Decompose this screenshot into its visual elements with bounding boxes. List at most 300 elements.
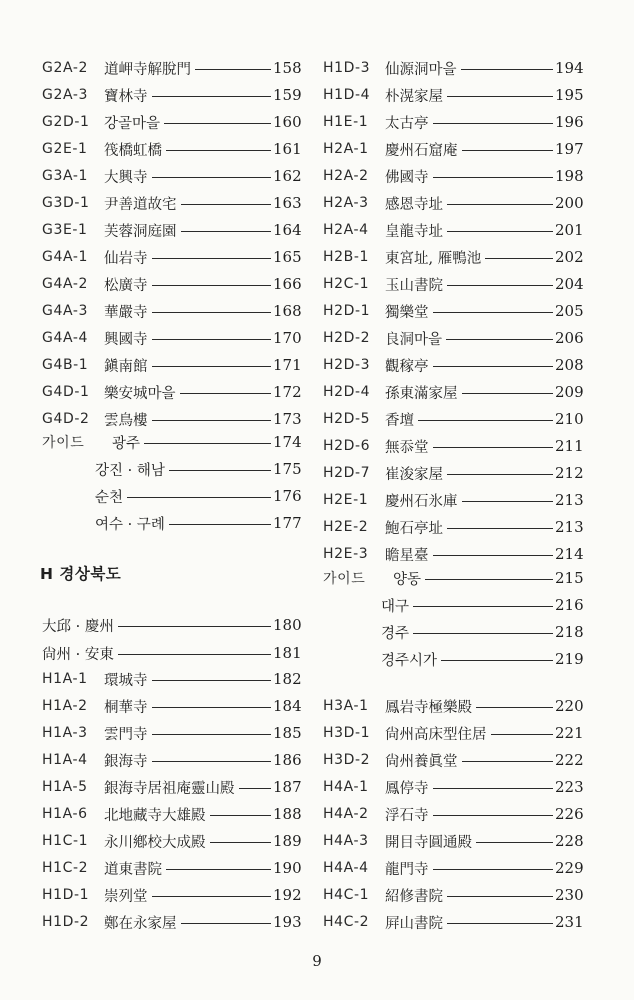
toc-entry (323, 298, 583, 324)
entry-page: 213 (555, 491, 584, 509)
toc-entry (42, 136, 301, 162)
entry-title: 道岬寺解脫門 (104, 61, 191, 78)
dot-leader (485, 258, 553, 259)
entry-page: 211 (555, 437, 584, 455)
page-number: 9 (312, 952, 322, 970)
toc-entry (323, 190, 583, 216)
toc-entry (42, 774, 301, 800)
entry-title: 양동 (393, 571, 422, 588)
dot-leader (433, 788, 554, 789)
toc-entry (42, 379, 301, 405)
entry-code: H2A-1 (323, 141, 369, 157)
entry-page: 226 (555, 805, 584, 823)
entry-title: 尹善道故宅 (104, 196, 177, 213)
dot-leader (210, 815, 272, 816)
entry-code: H4A-3 (323, 833, 369, 849)
entry-page: 213 (555, 518, 584, 536)
toc-entry (323, 460, 583, 486)
entry-page: 230 (555, 886, 584, 904)
dot-leader (433, 312, 554, 313)
entry-title: 慶州石氷庫 (385, 493, 458, 510)
entry-code: H3D-1 (323, 725, 371, 741)
toc-entry (42, 271, 301, 297)
entry-title: 皇龍寺址 (385, 223, 443, 240)
entry-code: H2A-4 (323, 222, 369, 238)
entry-code: H1D-3 (323, 60, 371, 76)
entry-title: 玉山書院 (385, 277, 443, 294)
entry-page: 229 (555, 859, 584, 877)
entry-page: 182 (273, 670, 302, 688)
entry-code: H2E-2 (323, 519, 369, 535)
toc-entry (42, 693, 301, 719)
dot-leader (166, 150, 271, 151)
entry-page: 200 (555, 194, 584, 212)
dot-leader (152, 707, 272, 708)
toc-entry (42, 855, 301, 881)
dot-leader (447, 96, 553, 97)
dot-leader (441, 660, 553, 661)
entry-title: 순천 (95, 489, 124, 506)
entry-page: 158 (273, 59, 302, 77)
entry-page: 205 (555, 302, 584, 320)
entry-title: 雲鳥樓 (104, 412, 148, 429)
dot-leader (181, 231, 272, 232)
entry-title: 感恩寺址 (385, 196, 443, 213)
dot-leader (180, 393, 271, 394)
entry-title: 筏橋虹橋 (104, 142, 162, 159)
entry-page: 223 (555, 778, 584, 796)
entry-page: 209 (555, 383, 584, 401)
entry-title: 광주 (112, 435, 141, 452)
entry-code: G4A-4 (42, 330, 88, 346)
entry-code: H3A-1 (323, 698, 369, 714)
dot-leader (164, 123, 271, 124)
entry-page: 180 (273, 616, 302, 634)
entry-code: H1D-4 (323, 87, 371, 103)
entry-title: 강진 · 해남 (95, 462, 165, 479)
toc-entry (42, 747, 301, 773)
toc-entry (42, 217, 301, 243)
toc-entry (323, 163, 583, 189)
dot-leader (144, 443, 271, 444)
entry-title: 華嚴寺 (104, 304, 148, 321)
entry-code: H1A-5 (42, 779, 88, 795)
entry-page: 181 (273, 644, 302, 662)
entry-code: 가이드 (323, 571, 366, 587)
entry-code: 가이드 (42, 435, 85, 451)
toc-entry (323, 109, 583, 135)
entry-code: H2D-3 (323, 357, 371, 373)
entry-page: 214 (555, 545, 584, 563)
toc-entry (42, 612, 301, 638)
entry-title: 龍門寺 (385, 861, 429, 878)
entry-page: 187 (273, 778, 302, 796)
toc-entry (323, 271, 583, 297)
toc-entry (323, 693, 583, 719)
entry-page: 231 (555, 913, 584, 931)
entry-code: H2A-2 (323, 168, 369, 184)
entry-title: 香壇 (385, 412, 414, 429)
entry-page: 173 (273, 410, 302, 428)
entry-code: H2D-4 (323, 384, 371, 400)
toc-entry (42, 429, 301, 455)
entry-page: 212 (555, 464, 584, 482)
dot-leader (461, 69, 553, 70)
dot-leader (447, 923, 553, 924)
entry-code: H2D-2 (323, 330, 371, 346)
entry-page: 166 (273, 275, 302, 293)
toc-entry (42, 640, 301, 666)
dot-leader (169, 470, 271, 471)
dot-leader (433, 447, 554, 448)
entry-code: H2D-7 (323, 465, 371, 481)
entry-code: H1A-2 (42, 698, 88, 714)
dot-leader (433, 123, 554, 124)
dot-leader (447, 896, 553, 897)
entry-page: 221 (555, 724, 584, 742)
entry-page: 186 (273, 751, 302, 769)
entry-title: 銀海寺 (104, 753, 148, 770)
entry-title: 銀海寺居祖庵靈山殿 (104, 780, 235, 797)
dot-leader (118, 654, 271, 655)
entry-code: H1A-1 (42, 671, 88, 687)
dot-leader (413, 633, 553, 634)
entry-page: 162 (273, 167, 302, 185)
entry-code: G4A-3 (42, 303, 88, 319)
entry-code: H3D-2 (323, 752, 371, 768)
entry-code: H2B-1 (323, 249, 369, 265)
toc-entry (42, 909, 301, 935)
entry-title: 東宮址, 雁鴨池 (385, 250, 482, 267)
entry-code: H4A-4 (323, 860, 369, 876)
entry-code: H2C-1 (323, 276, 370, 292)
entry-page: 185 (273, 724, 302, 742)
entry-page: 164 (273, 221, 302, 239)
dot-leader (152, 680, 272, 681)
entry-page: 193 (273, 913, 302, 931)
entry-page: 171 (273, 356, 302, 374)
entry-page: 172 (273, 383, 302, 401)
entry-code: G2A-3 (42, 87, 88, 103)
entry-page: 161 (273, 140, 302, 158)
entry-title: 여수 · 구례 (95, 516, 165, 533)
dot-leader (433, 869, 554, 870)
entry-code: G2A-2 (42, 60, 88, 76)
toc-entry (42, 456, 301, 482)
entry-title: 屛山書院 (385, 915, 443, 932)
dot-leader (152, 96, 272, 97)
toc-entry (323, 244, 583, 270)
entry-page: 188 (273, 805, 302, 823)
toc-entry (42, 82, 301, 108)
entry-page: 190 (273, 859, 302, 877)
toc-entry (323, 82, 583, 108)
toc-entry (42, 244, 301, 270)
entry-title: 鄭在永家屋 (104, 915, 177, 932)
dot-leader (433, 555, 554, 556)
entry-title: 道東書院 (104, 861, 162, 878)
entry-title: 朴滉家屋 (385, 88, 443, 105)
entry-title: 無忝堂 (385, 439, 429, 456)
dot-leader (462, 393, 554, 394)
dot-leader (152, 420, 272, 421)
toc-entry (323, 909, 583, 935)
toc-entry (323, 592, 583, 618)
entry-code: H2D-1 (323, 303, 371, 319)
dot-leader (476, 707, 553, 708)
dot-leader (152, 258, 272, 259)
entry-title: 寶林寺 (104, 88, 148, 105)
toc-entry (323, 136, 583, 162)
entry-title: 鮑石亭址 (385, 520, 443, 537)
toc-entry (42, 510, 301, 536)
dot-leader (476, 842, 553, 843)
entry-page: 194 (555, 59, 584, 77)
entry-title: 興國寺 (104, 331, 148, 348)
entry-code: H4C-1 (323, 887, 370, 903)
entry-title: 鳳停寺 (385, 780, 429, 797)
entry-page: 160 (273, 113, 302, 131)
entry-page: 170 (273, 329, 302, 347)
entry-page: 168 (273, 302, 302, 320)
entry-page: 197 (555, 140, 584, 158)
dot-leader (152, 896, 272, 897)
entry-title: 桐華寺 (104, 699, 148, 716)
dot-leader (152, 734, 272, 735)
entry-code: G4B-1 (42, 357, 89, 373)
entry-title: 太古亭 (385, 115, 429, 132)
entry-title: 慶州石窟庵 (385, 142, 458, 159)
entry-code: G3E-1 (42, 222, 88, 238)
dot-leader (418, 420, 553, 421)
toc-entry (42, 298, 301, 324)
entry-page: 216 (555, 596, 584, 614)
entry-code: H2E-1 (323, 492, 369, 508)
entry-page: 204 (555, 275, 584, 293)
dot-leader (433, 815, 554, 816)
entry-code: G3D-1 (42, 195, 90, 211)
section-heading: H 경상북도 (40, 565, 122, 583)
entry-page: 218 (555, 623, 584, 641)
entry-page: 176 (273, 487, 302, 505)
toc-entry (323, 828, 583, 854)
toc-entry (42, 109, 301, 135)
dot-leader (425, 579, 553, 580)
dot-leader (413, 606, 553, 607)
entry-title: 雲門寺 (104, 726, 148, 743)
entry-title: 佛國寺 (385, 169, 429, 186)
entry-title: 大興寺 (104, 169, 148, 186)
entry-page: 219 (555, 650, 584, 668)
entry-title: 尙州 · 安東 (42, 646, 114, 663)
entry-title: 永川鄕校大成殿 (104, 834, 206, 851)
dot-leader (152, 312, 272, 313)
toc-entry (42, 55, 301, 81)
dot-leader (118, 626, 271, 627)
dot-leader (433, 177, 554, 178)
entry-page: 202 (555, 248, 584, 266)
entry-title: 北地藏寺大雄殿 (104, 807, 206, 824)
dot-leader (447, 474, 553, 475)
toc-entry (323, 379, 583, 405)
entry-page: 163 (273, 194, 302, 212)
dot-leader (239, 788, 272, 789)
entry-code: H1A-6 (42, 806, 88, 822)
entry-title: 孫東滿家屋 (385, 385, 458, 402)
toc-entry (323, 646, 583, 672)
toc-entry (323, 433, 583, 459)
entry-page: 198 (555, 167, 584, 185)
toc-entry (42, 666, 301, 692)
toc-entry (42, 163, 301, 189)
toc-entry (323, 325, 583, 351)
toc-entry (42, 325, 301, 351)
entry-code: H2D-5 (323, 411, 371, 427)
toc-entry (323, 514, 583, 540)
entry-page: 215 (555, 569, 584, 587)
dot-leader (447, 204, 553, 205)
toc-entry (42, 190, 301, 216)
entry-title: 觀稼亭 (385, 358, 429, 375)
entry-title: 良洞마을 (385, 331, 443, 348)
entry-code: H2A-3 (323, 195, 369, 211)
entry-code: H1A-4 (42, 752, 88, 768)
entry-code: G4D-2 (42, 411, 90, 427)
entry-page: 159 (273, 86, 302, 104)
toc-entry (323, 855, 583, 881)
toc-entry (323, 720, 583, 746)
entry-page: 208 (555, 356, 584, 374)
dot-leader (181, 204, 272, 205)
entry-code: G3A-1 (42, 168, 88, 184)
toc-entry (42, 352, 301, 378)
entry-page: 206 (555, 329, 584, 347)
toc-entry (323, 619, 583, 645)
entry-title: 大邱 · 慶州 (42, 618, 114, 635)
dot-leader (181, 923, 272, 924)
entry-title: 開目寺圓通殿 (385, 834, 472, 851)
entry-code: H1C-1 (42, 833, 89, 849)
dot-leader (446, 339, 553, 340)
toc-entry (323, 217, 583, 243)
entry-code: G4A-1 (42, 249, 88, 265)
dot-leader (169, 524, 271, 525)
dot-leader (462, 501, 554, 502)
toc-entry (42, 801, 301, 827)
entry-page: 189 (273, 832, 302, 850)
entry-page: 184 (273, 697, 302, 715)
entry-page: 228 (555, 832, 584, 850)
entry-code: H1E-1 (323, 114, 369, 130)
entry-title: 紹修書院 (385, 888, 443, 905)
entry-title: 仙源洞마을 (385, 61, 457, 78)
entry-title: 松廣寺 (104, 277, 148, 294)
entry-title: 樂安城마을 (104, 385, 176, 402)
entry-code: H1C-2 (42, 860, 89, 876)
dot-leader (195, 69, 271, 70)
entry-title: 尙州高床型住居 (385, 726, 487, 743)
entry-code: H1A-3 (42, 725, 88, 741)
dot-leader (152, 339, 272, 340)
dot-leader (462, 761, 554, 762)
dot-leader (433, 366, 554, 367)
toc-entry (323, 352, 583, 378)
entry-code: H1D-2 (42, 914, 90, 930)
entry-title: 仙岩寺 (104, 250, 148, 267)
entry-title: 尙州養眞堂 (385, 753, 458, 770)
toc-entry (323, 487, 583, 513)
dot-leader (152, 177, 272, 178)
entry-page: 177 (273, 514, 302, 532)
dot-leader (152, 761, 272, 762)
toc-entry (323, 565, 583, 591)
toc-entry (323, 801, 583, 827)
dot-leader (491, 734, 554, 735)
entry-title: 環城寺 (104, 672, 148, 689)
entry-title: 경주시가 (381, 652, 438, 669)
entry-page: 210 (555, 410, 584, 428)
entry-page: 165 (273, 248, 302, 266)
dot-leader (127, 497, 271, 498)
toc-entry (323, 882, 583, 908)
toc-entry (42, 882, 301, 908)
entry-code: H1D-1 (42, 887, 90, 903)
entry-page: 201 (555, 221, 584, 239)
toc-entry (42, 483, 301, 509)
entry-title: 崇列堂 (104, 888, 148, 905)
toc-entry (42, 720, 301, 746)
entry-code: H2E-3 (323, 546, 369, 562)
entry-code: H2D-6 (323, 438, 371, 454)
dot-leader (447, 231, 553, 232)
entry-page: 174 (273, 433, 302, 451)
entry-title: 芙蓉洞庭園 (104, 223, 177, 240)
entry-code: G2E-1 (42, 141, 88, 157)
entry-title: 경주 (381, 625, 410, 642)
toc-entry (323, 747, 583, 773)
toc-entry (42, 828, 301, 854)
dot-leader (447, 528, 553, 529)
dot-leader (166, 869, 271, 870)
entry-code: G4A-2 (42, 276, 88, 292)
entry-page: 175 (273, 460, 302, 478)
dot-leader (152, 366, 272, 367)
toc-entry (323, 774, 583, 800)
entry-page: 196 (555, 113, 584, 131)
entry-code: H4C-2 (323, 914, 370, 930)
entry-page: 222 (555, 751, 584, 769)
entry-title: 鳳岩寺極樂殿 (385, 699, 472, 716)
entry-code: H4A-2 (323, 806, 369, 822)
toc-entry (323, 406, 583, 432)
entry-title: 강골마을 (104, 115, 161, 132)
entry-code: G4D-1 (42, 384, 90, 400)
entry-code: G2D-1 (42, 114, 90, 130)
entry-title: 鎭南館 (104, 358, 148, 375)
entry-title: 瞻星臺 (385, 547, 429, 564)
entry-title: 浮石寺 (385, 807, 429, 824)
entry-page: 192 (273, 886, 302, 904)
toc-entry (323, 55, 583, 81)
entry-title: 대구 (381, 598, 410, 615)
toc-entry (323, 541, 583, 567)
dot-leader (462, 150, 554, 151)
entry-title: 崔浚家屋 (385, 466, 443, 483)
dot-leader (152, 285, 272, 286)
dot-leader (210, 842, 272, 843)
dot-leader (447, 285, 553, 286)
entry-code: H4A-1 (323, 779, 369, 795)
